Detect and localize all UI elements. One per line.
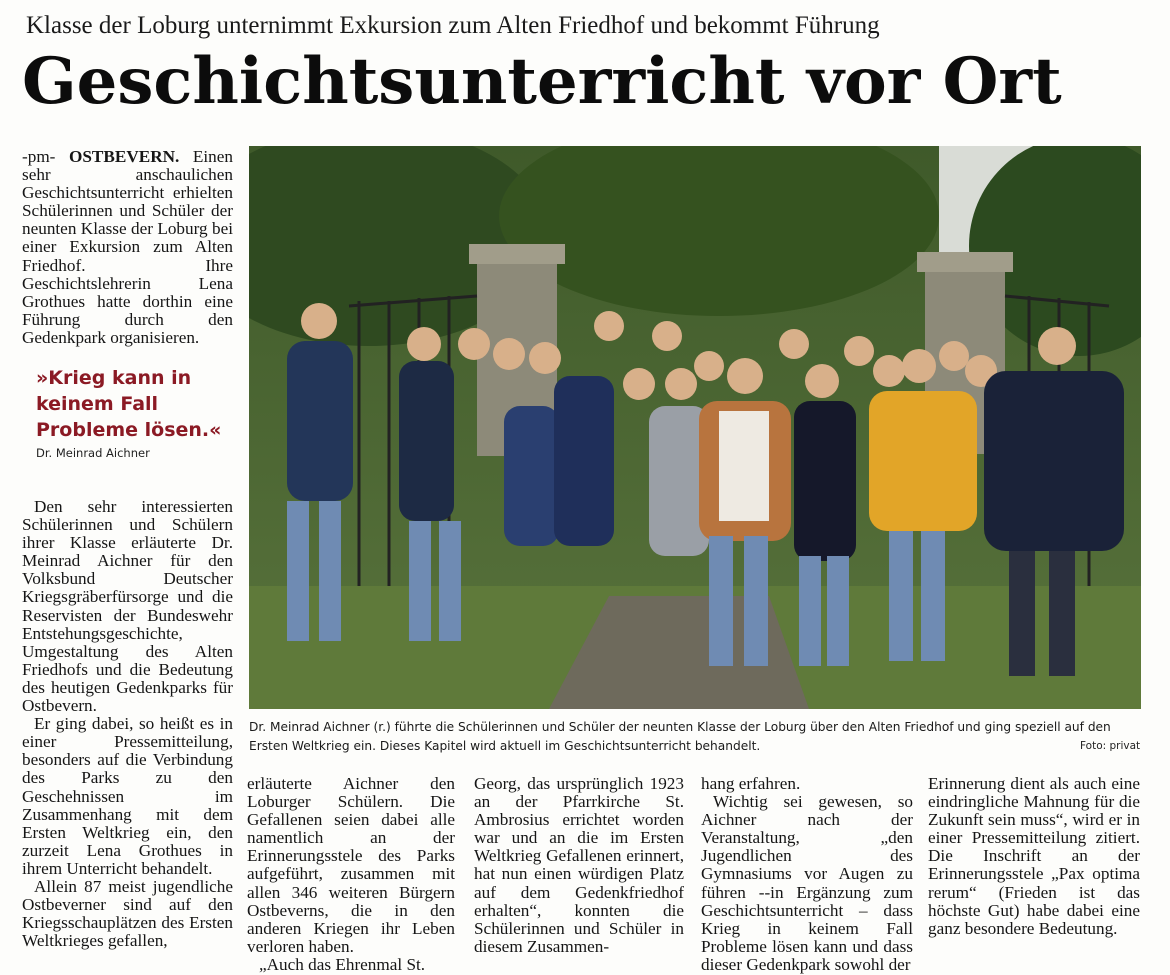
byline-prefix: -pm- (22, 147, 69, 166)
paragraph: Er ging dabei, so heißt es in einer Pressemitteilung, besonders auf die Verbindung des Parks zu den Geschehnissen im Zusammenhang mit dem Ersten Weltkrieg ein, den zurzeit Lena Grothues in ihrem Unterricht behandelt. (22, 714, 233, 878)
paragraph: Erinnerung dient als auch eine eindringliche Mahnung für die Zukunft sein muss“, wird er in einer Pressemitteilung zitiert. Die Inschrift an der Erinnerungsstele „Pax optima rerum“ (Frieden ist das höchste Gut) habe dabei eine ganz besondere Bedeutung. (928, 774, 1140, 938)
paragraph: Wichtig sei gewesen, so Aichner nach der Veranstaltung, „den Jugendlichen des Gymnasiums vor Augen zu führen --in Ergänzung zum Geschichtsunterricht – dass Krieg in keinem Fall Probleme lösen kann und dass dieser Gedenkpark sowohl der (701, 792, 913, 974)
article-column-5 (928, 775, 1140, 938)
article-headline: Geschichtsunterricht vor Ort (22, 44, 1062, 119)
paragraph: erläuterte Aichner den Loburger Schülern. Die Gefallenen seien dabei alle namentlich an der Erinnerungsstele des Parks aufgeführt, zusammen mit allen 346 weiteren Bürgern Ostbeverns, die in den anderen Kriegen ihr Leben verloren haben. (247, 774, 455, 956)
paragraph: Allein 87 meist jugendliche Ostbeverner sind auf den Kriegsschauplätzen des Ersten Weltkrieges gefallen, (22, 876, 233, 951)
pullquote-author: Dr. Meinrad Aichner (36, 446, 150, 460)
gate-pillar-cap (469, 244, 565, 264)
article-column-4 (701, 775, 913, 974)
article-photo (249, 146, 1141, 709)
paragraph: hang erfahren. (701, 774, 801, 793)
photo-credit: Foto: privat (1080, 740, 1141, 752)
group-photo-illustration (249, 146, 1141, 709)
intro-text: Einen sehr anschaulichen Geschichtsunterricht erhielten Schülerinnen und Schüler der neunten Klasse der Loburg bei einer Exkursion zum Alten Friedhof. Ihre Geschichtslehrerin Lena Grothues hatte dorthin eine Führung durch den Gedenkpark organisieren. (22, 147, 233, 347)
byline-location: OSTBEVERN. (69, 147, 180, 166)
intro-paragraph (22, 148, 233, 347)
paragraph: Den sehr interessierten Schülerinnen und Schülern ihrer Klasse erläuterte Dr. Meinrad Aichner für den Volksbund Deutscher Kriegsgräberfürsorge und die Reservisten der Bundeswehr Entstehungsgeschichte, Umgestaltung des Alten Friedhofs und die Bedeutung des heutigen Gedenkparks für Ostbevern. (22, 497, 233, 716)
pullquote: »Krieg kann in keinem Fall Probleme lösen.« (36, 367, 222, 441)
article-column-1 (22, 148, 233, 347)
article-kicker: Klasse der Loburg unternimmt Exkursion zum Alten Friedhof und bekommt Führung (26, 12, 880, 39)
gate-pillar-cap (917, 252, 1013, 272)
article-column-3 (474, 775, 684, 956)
article-column-1-body (22, 498, 233, 950)
paragraph: „Auch das Ehrenmal St. (259, 954, 426, 974)
photo-caption: Dr. Meinrad Aichner (r.) führte die Schülerinnen und Schüler der neunten Klasse der Loburg über den Alten Friedhof und ging speziell auf den Ersten Weltkrieg ein. Dieses Kapitel wird aktuell im Geschichtsunterricht behandelt. (249, 720, 1111, 753)
article-column-2 (247, 775, 455, 974)
paragraph: Georg, das ursprünglich 1923 an der Pfarrkirche St. Ambrosius errichtet worden war und an die im Ersten Weltkrieg Gefallenen erinnert, hat nun einen würdigen Platz auf dem Gedenkfriedhof erhalten“, konnten die Schülerinnen und Schüler in diesem Zusammen- (474, 774, 684, 956)
